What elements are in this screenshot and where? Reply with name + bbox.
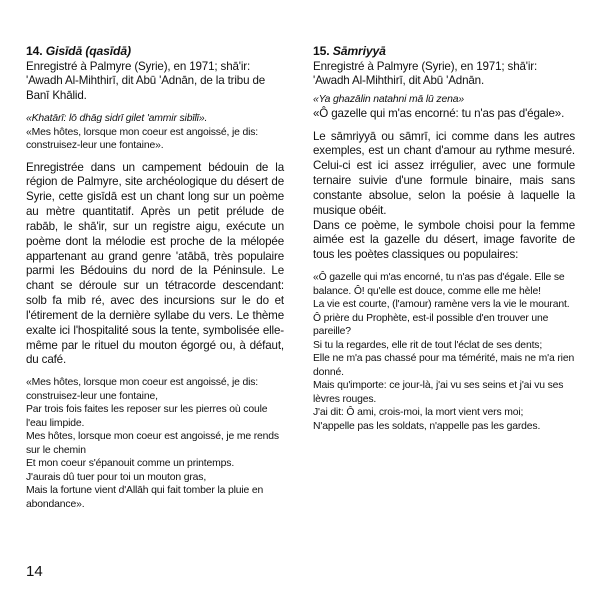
- poem-line: Mais la fortune vient d'Allāh qui fait tomber la pluie en abondance».: [26, 485, 264, 510]
- page-number: 14: [26, 563, 43, 580]
- track-14-poem: [26, 376, 284, 511]
- track-14-title: Gisīdā (qasīdā): [45, 44, 131, 58]
- track-15-poem: [313, 271, 575, 433]
- track-15-description-2: Dans ce poème, le symbole choisi pour la femme aimée est la gazelle du désert, image favorite de tous les poètes classiques ou populaires:: [313, 218, 575, 262]
- poem-line: Et mon coeur s'épanouit comme un printemps.: [26, 458, 235, 470]
- poem-line: Par trois fois faites les reposer sur les pierres où coule l'eau limpide.: [26, 404, 268, 429]
- right-column: [313, 44, 575, 433]
- poem-line: Ô prière du Prophète, est-il possible d'en trouver une pareille?: [313, 312, 549, 338]
- poem-line: La vie est courte, (l'amour) ramène vers la vie le mourant.: [313, 299, 570, 311]
- poem-line: J'aurais dû tuer pour toi un mouton gras,: [26, 471, 207, 483]
- track-15-heading: [313, 44, 575, 60]
- track-15-description-1: Le sāmriyyā ou sāmrī, ici comme dans les autres exemples, est un chant d'amour au rythme mesuré. Celui-ci est ici assez irrégulier, avec une formule ternaire suivie d'une formule binaire, mais sans constante absolue, selon la poésie à laquelle la musique obéit.: [313, 129, 575, 217]
- track-14-number: 14.: [26, 44, 43, 58]
- poem-line: N'appelle pas les soldats, n'appelle pas les gardes.: [313, 420, 541, 432]
- track-15-first-line-translation: «Ô gazelle qui m'as encorné: tu n'as pas d'égale».: [313, 106, 565, 120]
- track-14-intro: Enregistré à Palmyre (Syrie), en 1971; shā'ir: 'Awadh Al-Mihthirī, dit Abū 'Adnān, de la tribu de Banī Khālid.: [26, 59, 266, 103]
- left-column: [26, 44, 284, 511]
- poem-line: Elle ne m'a pas chassé pour ma témérité, mais ne m'a rien donné.: [313, 353, 575, 378]
- poem-line: J'ai dit: Ô ami, crois-moi, la mort vient vers moi;: [313, 407, 524, 419]
- track-15-intro: Enregistré à Palmyre (Syrie), en 1971; shā'ir: 'Awadh Al-Mihthirī, dit Abū 'Adnān.: [313, 59, 538, 88]
- poem-line: Mais qu'importe: ce jour-là, j'ai vu ses seins et j'ai vu ses lèvres rouges.: [313, 380, 564, 405]
- poem-line: «Mes hôtes, lorsque mon coeur est angoissé, je dis: construisez-leur une fontaine,: [26, 377, 259, 402]
- track-14-first-line-translation: «Mes hôtes, lorsque mon coeur est angoissé, je dis: construisez-leur une fontaine».: [26, 126, 259, 152]
- poem-line: Mes hôtes, lorsque mon coeur est angoissé, je me rends sur le chemin: [26, 431, 279, 456]
- track-15-first-line-arabic: «Ya ghazālin natahni mā lū zena»: [313, 94, 464, 106]
- poem-line: «Ô gazelle qui m'as encorné, tu n'as pas d'égale. Elle se balance. Ô! qu'elle est douce, comme elle me hèle!: [313, 272, 565, 297]
- poem-line: Si tu la regardes, elle rit de tout l'éclat de ses dents;: [313, 339, 543, 351]
- track-14-description: Enregistrée dans un campement bédouin de la région de Palmyre, site archéologique du désert de Syrie, cette gisīdā est un chant long sur un poème au mètre quantitatif. Après un petit prélude de rabāb, le shā'ir, sur un registre aigu, exécute un poème dont la mélodie est proche de la mélopée appartenant au grand genre 'atābā, très populaire parmi les Bédouins du nord de la Péninsule. Le chant se déroule sur un tétracorde descendant: solb fa mib ré, avec des incursions sur le do et l'étirement de la dernière syllabe du vers. Le thème exalte ici l'hospitalité sous la tente, symbolisée elle-même par le rituel du mouton égorgé ou, à défaut, du café.: [26, 160, 284, 367]
- track-15-title: Sāmriyyā: [332, 44, 386, 58]
- track-14-heading: [26, 44, 284, 60]
- track-14-first-line-arabic: «Khatārī: lō dhāg sidrī gilet 'ammir sibīlī».: [26, 113, 208, 125]
- track-15-number: 15.: [313, 44, 330, 58]
